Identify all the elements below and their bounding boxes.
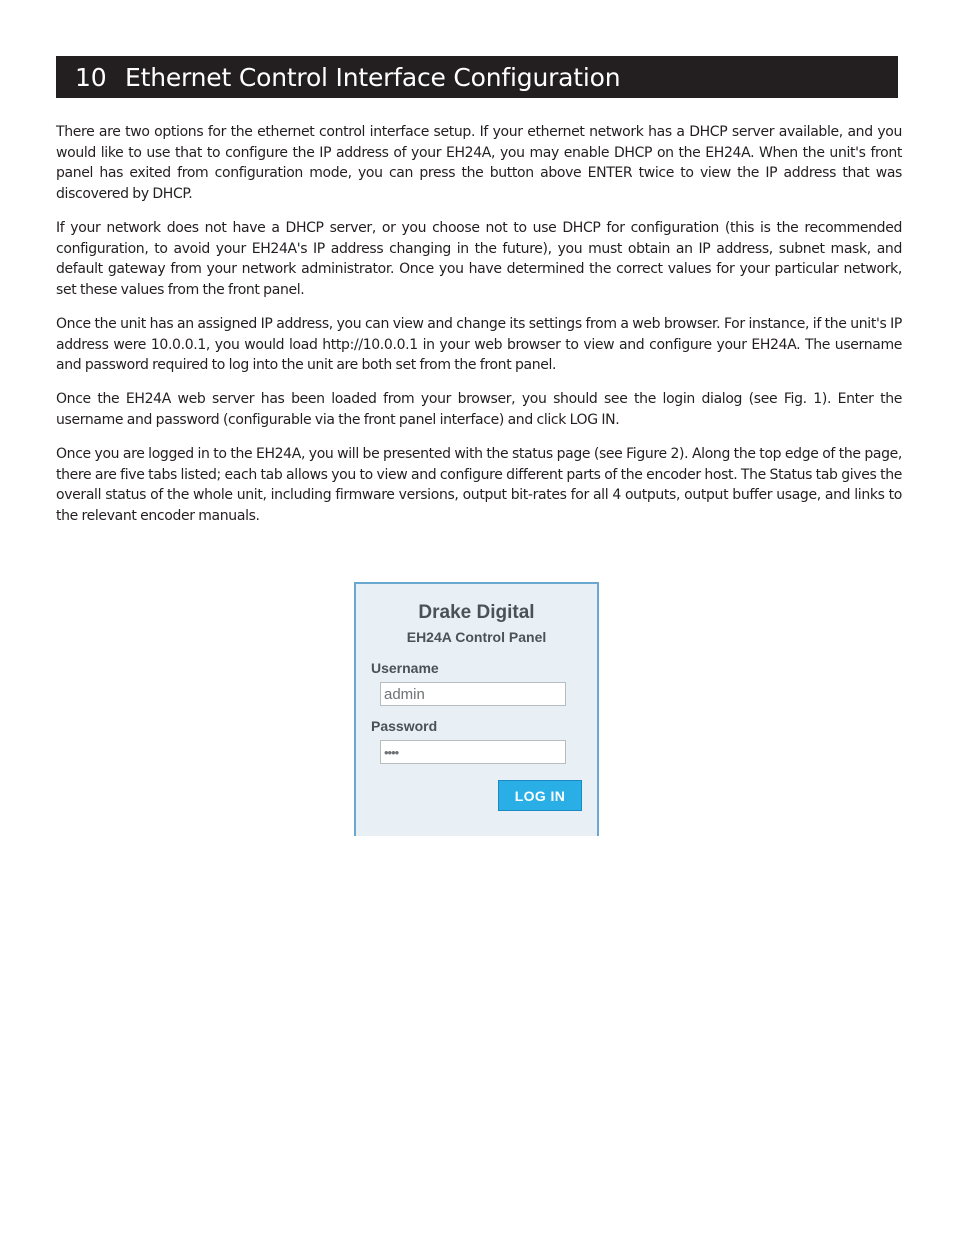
paragraph-dhcp: There are two options for the ethernet control interface setup. If your ethernet network has a DHCP server available, and you would like to use that to configure the IP address of your EH24A, you may enable DHCP on the EH24A. When the unit's front panel has exited from configuration mode, you can press the button above ENTER twice to view the IP address that was discovered by DHCP. (56, 124, 902, 202)
section-title: Ethernet Control Interface Configuration (125, 62, 621, 92)
section-number: 10 (75, 62, 107, 92)
login-panel (354, 582, 599, 836)
section-header (56, 56, 898, 98)
login-button[interactable]: LOG IN (498, 780, 582, 811)
username-label: Username (371, 660, 439, 676)
password-input[interactable] (380, 740, 566, 764)
brand-title: Drake Digital (418, 602, 535, 623)
username-input[interactable] (380, 682, 566, 706)
body-text (56, 122, 902, 540)
paragraph-web-browser: Once the unit has an assigned IP address, you can view and change its settings from a web browser. For instance, if the unit's IP address were 10.0.0.1, you would load http://10.0.0.1 in your web browser to view and configure your EH24A. The username and password required to log into the unit are both set from the front panel. (56, 315, 902, 374)
paragraph-login-dialog: Once the EH24A web server has been loaded from your browser, you should see the login dialog (see Fig. 1). Enter the username and password (configurable via the front panel interface) and click LOG IN. (56, 391, 902, 428)
panel-subtitle: EH24A Control Panel (406, 629, 547, 645)
password-label: Password (371, 718, 438, 734)
paragraph-static-ip: If your network does not have a DHCP server, or you choose not to use DHCP for configuration (this is the recommended configuration, to avoid your EH24A's IP address changing in the future), you must obtain an IP address, subnet mask, and default gateway from your network administrator. Once you have determined the correct values for your particular network, set these values from the front panel. (56, 219, 902, 298)
paragraph-status-page: Once you are logged in to the EH24A, you will be presented with the status page (see Figure 2). Along the top edge of the page, there are five tabs listed; each tab allows you to view and configure different parts of the encoder host. The Status tab gives the overall status of the whole unit, including firmware versions, output bit-rates for all 4 outputs, output buffer usage, and links to the relevant encoder manuals. (56, 446, 902, 524)
